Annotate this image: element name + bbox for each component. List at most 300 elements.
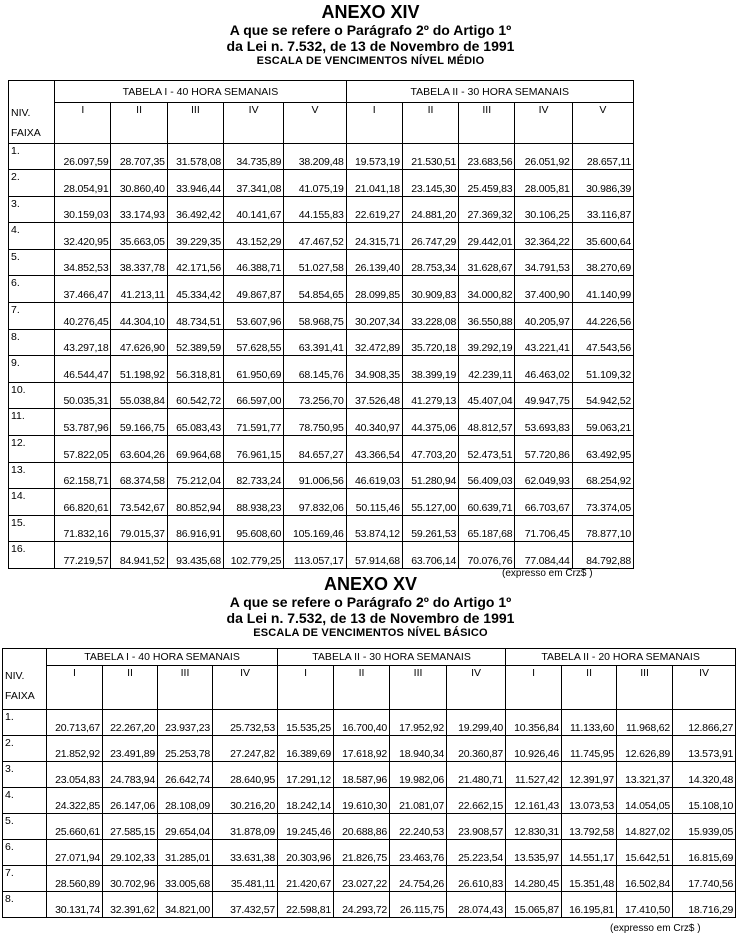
value-cell: 37.432,57: [213, 892, 278, 918]
table-group-header: TABELA II - 30 HORA SEMANAIS: [278, 649, 506, 666]
value-cell: 30.159,03: [55, 196, 111, 223]
anexo-xv-subtitle-1: A que se refere o Parágrafo 2º do Artigo 1º: [229, 594, 512, 610]
row-label: 5.: [3, 814, 47, 840]
value-cell: 27.585,15: [103, 814, 158, 840]
anexo-xiv-currency-note: (expresso em Crz$ ): [502, 568, 593, 579]
value-cell: 15.642,51: [617, 840, 673, 866]
value-cell: 65.187,68: [459, 515, 515, 542]
row-label: 14.: [9, 489, 55, 516]
table-row: [3, 710, 736, 736]
value-cell: 15.351,48: [562, 866, 617, 892]
value-cell: 30.207,34: [346, 303, 402, 330]
value-cell: 33.174,93: [111, 196, 167, 223]
value-cell: 23.054,83: [47, 762, 103, 788]
value-cell: 11.968,62: [617, 710, 673, 736]
value-cell: 49.867,87: [224, 276, 284, 303]
value-cell: 13.535,97: [506, 840, 562, 866]
value-cell: 28.005,81: [515, 170, 572, 197]
value-cell: 68.254,92: [572, 462, 633, 489]
value-cell: 31.285,01: [158, 840, 213, 866]
value-cell: 44.304,10: [111, 303, 167, 330]
table-row: [3, 814, 736, 840]
value-cell: 30.909,83: [402, 276, 458, 303]
row-label: 16.: [9, 542, 55, 569]
value-cell: 38.209,48: [284, 143, 346, 170]
value-cell: 41.213,11: [111, 276, 167, 303]
value-cell: 28.099,85: [346, 276, 402, 303]
value-cell: 34.791,53: [515, 249, 572, 276]
group-header-row: [3, 649, 736, 666]
value-cell: 45.334,42: [167, 276, 223, 303]
value-cell: 11.745,95: [562, 736, 617, 762]
row-label: 12.: [9, 436, 55, 463]
row-label: 8.: [9, 329, 55, 356]
value-cell: 34.852,53: [55, 249, 111, 276]
value-cell: 14.054,05: [617, 788, 673, 814]
value-cell: 41.075,19: [284, 170, 346, 197]
value-cell: 16.195,81: [562, 892, 617, 918]
value-cell: 47.543,56: [572, 329, 633, 356]
value-cell: 63.391,41: [284, 329, 346, 356]
value-cell: 44.375,06: [402, 409, 458, 436]
value-cell: 23.908,57: [447, 814, 506, 840]
value-cell: 20.688,86: [334, 814, 390, 840]
value-cell: 16.389,69: [278, 736, 334, 762]
value-cell: 19.299,40: [447, 710, 506, 736]
value-cell: 37.466,47: [55, 276, 111, 303]
value-cell: 59.261,53: [402, 515, 458, 542]
column-header: II: [111, 103, 167, 144]
value-cell: 19.982,06: [390, 762, 447, 788]
value-cell: 22.662,15: [447, 788, 506, 814]
table-row: [9, 462, 634, 489]
value-cell: 19.573,19: [346, 143, 402, 170]
value-cell: 30.106,25: [515, 196, 572, 223]
table-row: [3, 866, 736, 892]
column-header: III: [617, 666, 673, 710]
value-cell: 48.812,57: [459, 409, 515, 436]
value-cell: 47.703,20: [402, 436, 458, 463]
corner-cell: [3, 649, 47, 666]
value-cell: 46.544,47: [55, 356, 111, 383]
value-cell: 39.292,19: [459, 329, 515, 356]
value-cell: 61.950,69: [224, 356, 284, 383]
value-cell: 36.492,42: [167, 196, 223, 223]
column-header: I: [506, 666, 562, 710]
value-cell: 73.374,05: [572, 489, 633, 516]
column-header: II: [562, 666, 617, 710]
table-row: [3, 892, 736, 918]
column-header: I: [278, 666, 334, 710]
value-cell: 32.472,89: [346, 329, 402, 356]
table-row: [9, 143, 634, 170]
column-header: IV: [515, 103, 572, 144]
value-cell: 19.610,30: [334, 788, 390, 814]
value-cell: 50.035,31: [55, 382, 111, 409]
value-cell: 13.321,37: [617, 762, 673, 788]
value-cell: 45.407,04: [459, 382, 515, 409]
value-cell: 31.628,67: [459, 249, 515, 276]
value-cell: 59.166,75: [111, 409, 167, 436]
value-cell: 20.360,87: [447, 736, 506, 762]
column-header: III: [158, 666, 213, 710]
value-cell: 17.740,56: [673, 866, 736, 892]
value-cell: 18.242,14: [278, 788, 334, 814]
value-cell: 56.409,03: [459, 462, 515, 489]
row-label: 15.: [9, 515, 55, 542]
value-cell: 57.720,86: [515, 436, 572, 463]
value-cell: 35.720,18: [402, 329, 458, 356]
value-cell: 71.832,16: [55, 515, 111, 542]
value-cell: 27.369,32: [459, 196, 515, 223]
value-cell: 43.152,29: [224, 223, 284, 250]
value-cell: 32.364,22: [515, 223, 572, 250]
value-cell: 26.115,75: [390, 892, 447, 918]
table-group-header: TABELA II - 20 HORA SEMANAIS: [506, 649, 736, 666]
value-cell: 30.986,39: [572, 170, 633, 197]
value-cell: 51.027,58: [284, 249, 346, 276]
column-header: IV: [224, 103, 284, 144]
value-cell: 55.127,00: [402, 489, 458, 516]
value-cell: 14.551,17: [562, 840, 617, 866]
faixa-label: FAIXA: [11, 126, 41, 139]
row-label: 11.: [9, 409, 55, 436]
value-cell: 105.169,46: [284, 515, 346, 542]
niv-label: NIV.: [5, 669, 25, 682]
table-row: [3, 762, 736, 788]
value-cell: 25.253,78: [158, 736, 213, 762]
anexo-xv-title: ANEXO XV: [323, 574, 418, 594]
row-label: 6.: [3, 840, 47, 866]
value-cell: 66.597,00: [224, 382, 284, 409]
row-label: 13.: [9, 462, 55, 489]
row-label-header: [3, 666, 47, 710]
value-cell: 38.399,19: [402, 356, 458, 383]
value-cell: 16.815,69: [673, 840, 736, 866]
value-cell: 20.713,67: [47, 710, 103, 736]
value-cell: 49.947,75: [515, 382, 572, 409]
value-cell: 16.700,40: [334, 710, 390, 736]
value-cell: 52.473,51: [459, 436, 515, 463]
anexo-xv-subtitle-2: da Lei n. 7.532, de 13 de Novembro de 1991: [226, 610, 515, 626]
value-cell: 59.063,21: [572, 409, 633, 436]
value-cell: 22.598,81: [278, 892, 334, 918]
value-cell: 32.420,95: [55, 223, 111, 250]
value-cell: 86.916,91: [167, 515, 223, 542]
anexo-xiv-header: [0, 2, 741, 68]
value-cell: 21.041,18: [346, 170, 402, 197]
value-cell: 66.703,67: [515, 489, 572, 516]
value-cell: 27.247,82: [213, 736, 278, 762]
value-cell: 70.076,76: [459, 542, 515, 569]
table-row: [3, 736, 736, 762]
anexo-xv-currency-note: (expresso em Crz$ ): [610, 923, 701, 934]
value-cell: 43.366,54: [346, 436, 402, 463]
value-cell: 21.480,71: [447, 762, 506, 788]
value-cell: 15.535,25: [278, 710, 334, 736]
value-cell: 78.750,95: [284, 409, 346, 436]
value-cell: 21.081,07: [390, 788, 447, 814]
value-cell: 41.140,99: [572, 276, 633, 303]
value-cell: 95.608,60: [224, 515, 284, 542]
niv-label: NIV.: [11, 106, 31, 119]
value-cell: 50.115,46: [346, 489, 402, 516]
value-cell: 73.256,70: [284, 382, 346, 409]
value-cell: 23.027,22: [334, 866, 390, 892]
value-cell: 38.270,69: [572, 249, 633, 276]
table-row: [9, 223, 634, 250]
column-header: II: [402, 103, 458, 144]
value-cell: 28.753,34: [402, 249, 458, 276]
value-cell: 12.626,89: [617, 736, 673, 762]
value-cell: 34.735,89: [224, 143, 284, 170]
table-row: [9, 249, 634, 276]
value-cell: 42.239,11: [459, 356, 515, 383]
value-cell: 76.961,15: [224, 436, 284, 463]
value-cell: 25.732,53: [213, 710, 278, 736]
value-cell: 48.734,51: [167, 303, 223, 330]
table-group-header: TABELA I - 40 HORA SEMANAIS: [55, 81, 346, 103]
value-cell: 40.340,97: [346, 409, 402, 436]
value-cell: 12.161,43: [506, 788, 562, 814]
value-cell: 33.631,38: [213, 840, 278, 866]
value-cell: 26.610,83: [447, 866, 506, 892]
anexo-xiv-title: ANEXO XIV: [321, 2, 420, 22]
value-cell: 53.693,83: [515, 409, 572, 436]
value-cell: 66.820,61: [55, 489, 111, 516]
value-cell: 91.006,56: [284, 462, 346, 489]
anexo-xiv-caption: ESCALA DE VENCIMENTOS NÍVEL MÉDIO: [256, 55, 485, 67]
value-cell: 29.102,33: [103, 840, 158, 866]
value-cell: 33.946,44: [167, 170, 223, 197]
value-cell: 16.502,84: [617, 866, 673, 892]
value-cell: 28.560,89: [47, 866, 103, 892]
value-cell: 21.852,92: [47, 736, 103, 762]
value-cell: 58.968,75: [284, 303, 346, 330]
value-cell: 22.267,20: [103, 710, 158, 736]
value-cell: 47.467,52: [284, 223, 346, 250]
value-cell: 68.145,76: [284, 356, 346, 383]
table-row: [9, 489, 634, 516]
value-cell: 46.388,71: [224, 249, 284, 276]
value-cell: 10.356,84: [506, 710, 562, 736]
anexo-xiv-subtitle-2: da Lei n. 7.532, de 13 de Novembro de 1991: [226, 38, 515, 54]
value-cell: 38.337,78: [111, 249, 167, 276]
value-cell: 24.322,85: [47, 788, 103, 814]
value-cell: 13.073,53: [562, 788, 617, 814]
value-cell: 33.005,68: [158, 866, 213, 892]
column-header: IV: [447, 666, 506, 710]
value-cell: 26.147,06: [103, 788, 158, 814]
table-row: [9, 356, 634, 383]
value-cell: 12.391,97: [562, 762, 617, 788]
row-label: 2.: [9, 170, 55, 197]
value-cell: 26.051,92: [515, 143, 572, 170]
anexo-xiv-subtitle-1: A que se refere o Parágrafo 2º do Artigo 1º: [229, 22, 512, 38]
value-cell: 30.702,96: [103, 866, 158, 892]
faixa-label: FAIXA: [5, 689, 35, 702]
table-row: [9, 409, 634, 436]
value-cell: 26.747,29: [402, 223, 458, 250]
row-label: 3.: [3, 762, 47, 788]
value-cell: 21.530,51: [402, 143, 458, 170]
column-header: III: [390, 666, 447, 710]
value-cell: 34.908,35: [346, 356, 402, 383]
value-cell: 17.952,92: [390, 710, 447, 736]
table-row: [9, 436, 634, 463]
value-cell: 25.660,61: [47, 814, 103, 840]
value-cell: 18.940,34: [390, 736, 447, 762]
value-cell: 41.279,13: [402, 382, 458, 409]
value-cell: 17.410,50: [617, 892, 673, 918]
value-cell: 21.826,75: [334, 840, 390, 866]
column-header: IV: [213, 666, 278, 710]
value-cell: 24.783,94: [103, 762, 158, 788]
column-header: II: [334, 666, 390, 710]
value-cell: 22.240,53: [390, 814, 447, 840]
table-row: [3, 788, 736, 814]
value-cell: 82.733,24: [224, 462, 284, 489]
value-cell: 55.038,84: [111, 382, 167, 409]
value-cell: 29.654,04: [158, 814, 213, 840]
value-cell: 53.787,96: [55, 409, 111, 436]
anexo-xiv-table: [8, 80, 634, 569]
value-cell: 14.280,45: [506, 866, 562, 892]
value-cell: 43.221,41: [515, 329, 572, 356]
value-cell: 13.792,58: [562, 814, 617, 840]
value-cell: 11.133,60: [562, 710, 617, 736]
value-cell: 39.229,35: [167, 223, 223, 250]
value-cell: 57.914,68: [346, 542, 402, 569]
column-header: I: [55, 103, 111, 144]
column-header-row: [3, 666, 736, 710]
value-cell: 24.293,72: [334, 892, 390, 918]
value-cell: 17.618,92: [334, 736, 390, 762]
value-cell: 12.866,27: [673, 710, 736, 736]
anexo-xv-caption: ESCALA DE VENCIMENTOS NÍVEL BÁSICO: [253, 627, 488, 639]
value-cell: 52.389,59: [167, 329, 223, 356]
value-cell: 30.131,74: [47, 892, 103, 918]
value-cell: 23.683,56: [459, 143, 515, 170]
row-label: 9.: [9, 356, 55, 383]
value-cell: 24.881,20: [402, 196, 458, 223]
table-row: [9, 515, 634, 542]
value-cell: 35.663,05: [111, 223, 167, 250]
anexo-xv-header: [0, 574, 741, 640]
value-cell: 23.491,89: [103, 736, 158, 762]
value-cell: 17.291,12: [278, 762, 334, 788]
row-label: 8.: [3, 892, 47, 918]
value-cell: 80.852,94: [167, 489, 223, 516]
value-cell: 63.604,26: [111, 436, 167, 463]
value-cell: 33.116,87: [572, 196, 633, 223]
table-row: [9, 170, 634, 197]
value-cell: 53.607,96: [224, 303, 284, 330]
value-cell: 71.591,77: [224, 409, 284, 436]
value-cell: 84.792,88: [572, 542, 633, 569]
value-cell: 54.942,52: [572, 382, 633, 409]
value-cell: 43.297,18: [55, 329, 111, 356]
value-cell: 12.830,31: [506, 814, 562, 840]
row-label: 3.: [9, 196, 55, 223]
table-row: [9, 382, 634, 409]
value-cell: 32.391,62: [103, 892, 158, 918]
value-cell: 62.049,93: [515, 462, 572, 489]
value-cell: 29.442,01: [459, 223, 515, 250]
value-cell: 56.318,81: [167, 356, 223, 383]
column-header-row: [9, 103, 634, 144]
value-cell: 15.065,87: [506, 892, 562, 918]
value-cell: 31.578,08: [167, 143, 223, 170]
value-cell: 25.459,83: [459, 170, 515, 197]
value-cell: 37.341,08: [224, 170, 284, 197]
value-cell: 46.619,03: [346, 462, 402, 489]
row-label: 7.: [9, 303, 55, 330]
value-cell: 84.657,27: [284, 436, 346, 463]
value-cell: 51.280,94: [402, 462, 458, 489]
value-cell: 27.071,94: [47, 840, 103, 866]
value-cell: 18.716,29: [673, 892, 736, 918]
row-label: 7.: [3, 866, 47, 892]
row-label: 2.: [3, 736, 47, 762]
value-cell: 77.084,44: [515, 542, 572, 569]
value-cell: 35.600,64: [572, 223, 633, 250]
table-row: [9, 276, 634, 303]
value-cell: 113.057,17: [284, 542, 346, 569]
column-header: I: [346, 103, 402, 144]
value-cell: 57.628,55: [224, 329, 284, 356]
value-cell: 40.205,97: [515, 303, 572, 330]
column-header: IV: [673, 666, 736, 710]
value-cell: 15.939,05: [673, 814, 736, 840]
value-cell: 28.108,09: [158, 788, 213, 814]
value-cell: 44.226,56: [572, 303, 633, 330]
row-label: 10.: [9, 382, 55, 409]
value-cell: 46.463,02: [515, 356, 572, 383]
column-header: V: [284, 103, 346, 144]
value-cell: 79.015,37: [111, 515, 167, 542]
value-cell: 37.526,48: [346, 382, 402, 409]
value-cell: 31.878,09: [213, 814, 278, 840]
value-cell: 24.754,26: [390, 866, 447, 892]
corner-cell: [9, 81, 55, 103]
value-cell: 28.074,43: [447, 892, 506, 918]
value-cell: 14.320,48: [673, 762, 736, 788]
value-cell: 68.374,58: [111, 462, 167, 489]
row-label: 1.: [3, 710, 47, 736]
value-cell: 13.573,91: [673, 736, 736, 762]
value-cell: 73.542,67: [111, 489, 167, 516]
value-cell: 36.550,88: [459, 303, 515, 330]
value-cell: 24.315,71: [346, 223, 402, 250]
value-cell: 54.854,65: [284, 276, 346, 303]
value-cell: 84.941,52: [111, 542, 167, 569]
value-cell: 65.083,43: [167, 409, 223, 436]
value-cell: 15.108,10: [673, 788, 736, 814]
value-cell: 93.435,68: [167, 542, 223, 569]
value-cell: 26.139,40: [346, 249, 402, 276]
value-cell: 23.463,76: [390, 840, 447, 866]
row-label-header: [9, 103, 55, 144]
value-cell: 88.938,23: [224, 489, 284, 516]
table-row: [9, 303, 634, 330]
row-label: 6.: [9, 276, 55, 303]
value-cell: 44.155,83: [284, 196, 346, 223]
value-cell: 25.223,54: [447, 840, 506, 866]
column-header: III: [167, 103, 223, 144]
value-cell: 34.821,00: [158, 892, 213, 918]
value-cell: 21.420,67: [278, 866, 334, 892]
